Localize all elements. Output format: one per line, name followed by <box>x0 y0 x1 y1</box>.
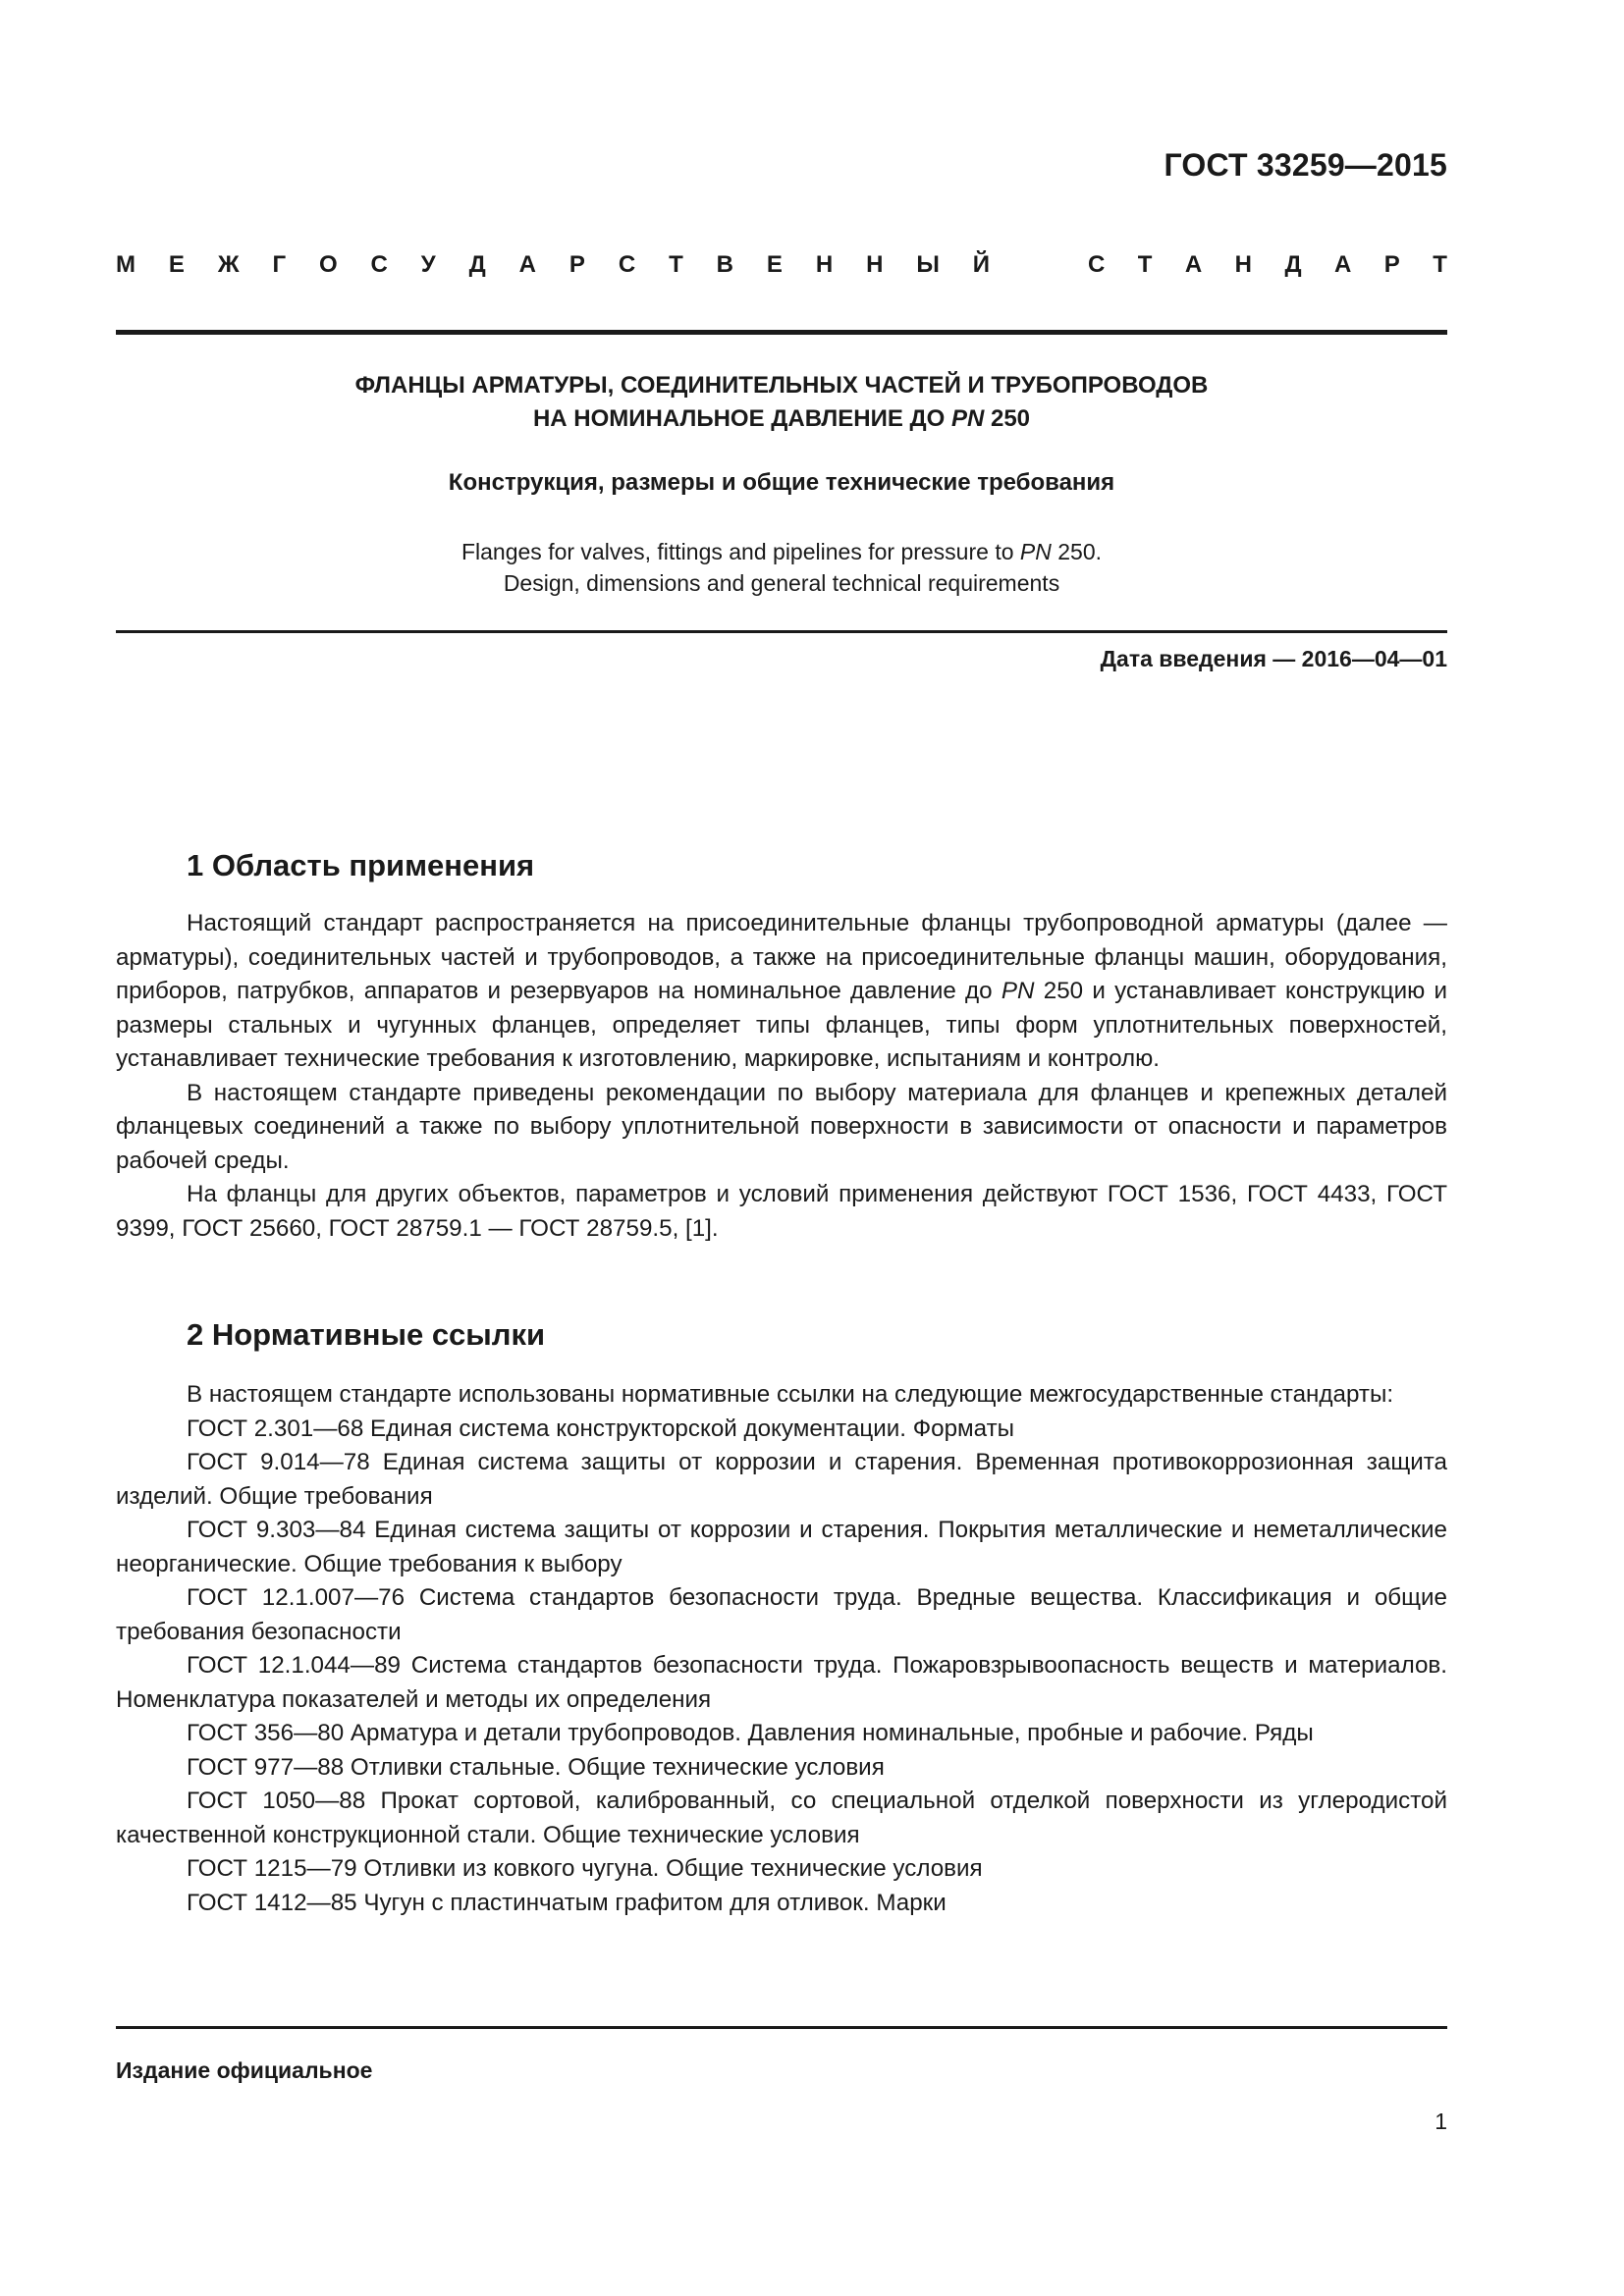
paragraph: В настоящем стандарте приведены рекомендации по выбору материала для фланцев и крепежных деталей фланцевых соединений а также по выбору уплотнительной поверхности в зависимости от опасности и параметров рабочей среды. <box>116 1079 1447 1174</box>
interstate-standard-heading <box>116 251 1447 279</box>
reference-item: ГОСТ 12.1.044—89 Система стандартов безопасности труда. Пожаровзрывоопасность веществ и материалов. Номенклатура показателей и методы их определения <box>116 1652 1447 1713</box>
section-1-body <box>116 907 1447 1246</box>
reference-item: ГОСТ 356—80 Арматура и детали трубопроводов. Давления номинальные, пробные и рабочие. Ряды <box>187 1720 1314 1746</box>
letter: Д <box>468 251 486 278</box>
letter: Г <box>272 251 287 278</box>
reference-item: ГОСТ 1412—85 Чугун с пластинчатым графитом для отливок. Марки <box>187 1889 947 1916</box>
reference-item: ГОСТ 1050—88 Прокат сортовой, калиброванный, со специальной отделкой поверхности из углеродистой качественной конструкционной стали. Общие технические условия <box>116 1788 1447 1848</box>
paragraph: В настоящем стандарте использованы нормативные ссылки на следующие межгосударственные стандарты: <box>187 1381 1394 1408</box>
en-text: 250. <box>1051 539 1102 564</box>
letter: Д <box>1284 251 1302 278</box>
reference-item: ГОСТ 9.303—84 Единая система защиты от коррозии и старения. Покрытия металлические и неметаллические неорганические. Общие требования к выбору <box>116 1517 1447 1577</box>
english-title <box>116 536 1447 599</box>
section-2-heading: 2 Нормативные ссылки <box>187 1317 546 1352</box>
letter: Р <box>1383 251 1400 278</box>
title-pn: PN <box>950 405 985 432</box>
reference-item: ГОСТ 9.014—78 Единая система защиты от коррозии и старения. Временная противокоррозионная защита изделий. Общие требования <box>116 1449 1447 1510</box>
paragraph <box>116 907 1447 1077</box>
letter: Н <box>866 251 884 278</box>
standard-word <box>1088 251 1447 279</box>
letter: В <box>716 251 733 278</box>
page-number: 1 <box>1435 2109 1447 2134</box>
paragraph-text: 250 и устанавливает конструкцию и размеры стальных и чугунных фланцев, определяет типы фланцев, типы форм уплотнительных поверхностей, устанавливает технические требования к изготовлению, маркировке, испытаниям и контролю. <box>116 978 1447 1072</box>
letter: А <box>1334 251 1352 278</box>
letter: А <box>1184 251 1203 278</box>
letter: У <box>420 251 436 278</box>
reference-item: ГОСТ 1215—79 Отливки из ковкого чугуна. Общие технические условия <box>187 1855 983 1882</box>
document-title <box>116 369 1447 436</box>
english-title-line-1 <box>116 536 1447 567</box>
letter: Е <box>766 251 783 278</box>
letter: Е <box>168 251 185 278</box>
interstate-word <box>116 251 990 279</box>
letter: С <box>618 251 636 278</box>
section-2-body <box>116 1378 1447 1920</box>
letter: Н <box>1234 251 1253 278</box>
bottom-divider <box>116 2026 1447 2029</box>
top-divider <box>116 330 1447 335</box>
letter: С <box>1088 251 1106 278</box>
letter: Т <box>1433 251 1447 278</box>
english-title-line-2: Design, dimensions and general technical requirements <box>503 570 1060 596</box>
reference-item: ГОСТ 977—88 Отливки стальные. Общие технические условия <box>187 1753 885 1781</box>
letter: М <box>116 251 135 278</box>
letter: Т <box>1137 251 1153 278</box>
letter: А <box>518 251 536 278</box>
paragraph-text: Настоящий стандарт распространяется на присоединительные фланцы трубопроводной арматуры (далее — арматуры), соединительных частей и трубопроводов, а также на присоединительные фланцы машин, оборудования, приборов, патрубков, аппаратов и резервуаров на номинальное давление до <box>116 910 1447 1004</box>
en-pn: PN <box>1019 539 1052 564</box>
letter: Ы <box>916 251 940 278</box>
letter: Н <box>815 251 834 278</box>
edition-label: Издание официальное <box>116 2057 373 2083</box>
title-text: НА НОМИНАЛЬНОЕ ДАВЛЕНИЕ ДО <box>532 405 951 432</box>
document-number: ГОСТ 33259—2015 <box>1164 147 1447 183</box>
middle-divider <box>116 630 1447 633</box>
title-line-1: ФЛАНЦЫ АРМАТУРЫ, СОЕДИНИТЕЛЬНЫХ ЧАСТЕЙ И ТРУБОПРОВОДОВ <box>354 372 1209 399</box>
en-text: Flanges for valves, fittings and pipelines for pressure to <box>460 539 1020 564</box>
title-line-2 <box>116 402 1447 436</box>
letter: Ж <box>217 251 240 278</box>
reference-item: ГОСТ 2.301—68 Единая система конструкторской документации. Форматы <box>187 1415 1015 1442</box>
letter: Т <box>669 251 683 278</box>
letter: Р <box>568 251 585 278</box>
introduction-date: Дата введения — 2016—04—01 <box>1100 646 1447 671</box>
section-1-heading: 1 Область применения <box>187 848 535 882</box>
letter: О <box>318 251 338 278</box>
title-text: 250 <box>984 405 1031 432</box>
paragraph-pn: PN <box>1001 978 1035 1004</box>
document-page <box>116 0 1447 2296</box>
reference-item: ГОСТ 12.1.007—76 Система стандартов безопасности труда. Вредные вещества. Классификация и общие требования безопасности <box>116 1584 1447 1645</box>
document-subtitle: Конструкция, размеры и общие технические требования <box>448 469 1115 496</box>
paragraph: На фланцы для других объектов, параметров и условий применения действуют ГОСТ 1536, ГОСТ 4433, ГОСТ 9399, ГОСТ 25660, ГОСТ 28759.1 — ГОСТ 28759.5, [1]. <box>116 1181 1447 1242</box>
letter: С <box>370 251 388 278</box>
letter: Й <box>972 251 990 278</box>
